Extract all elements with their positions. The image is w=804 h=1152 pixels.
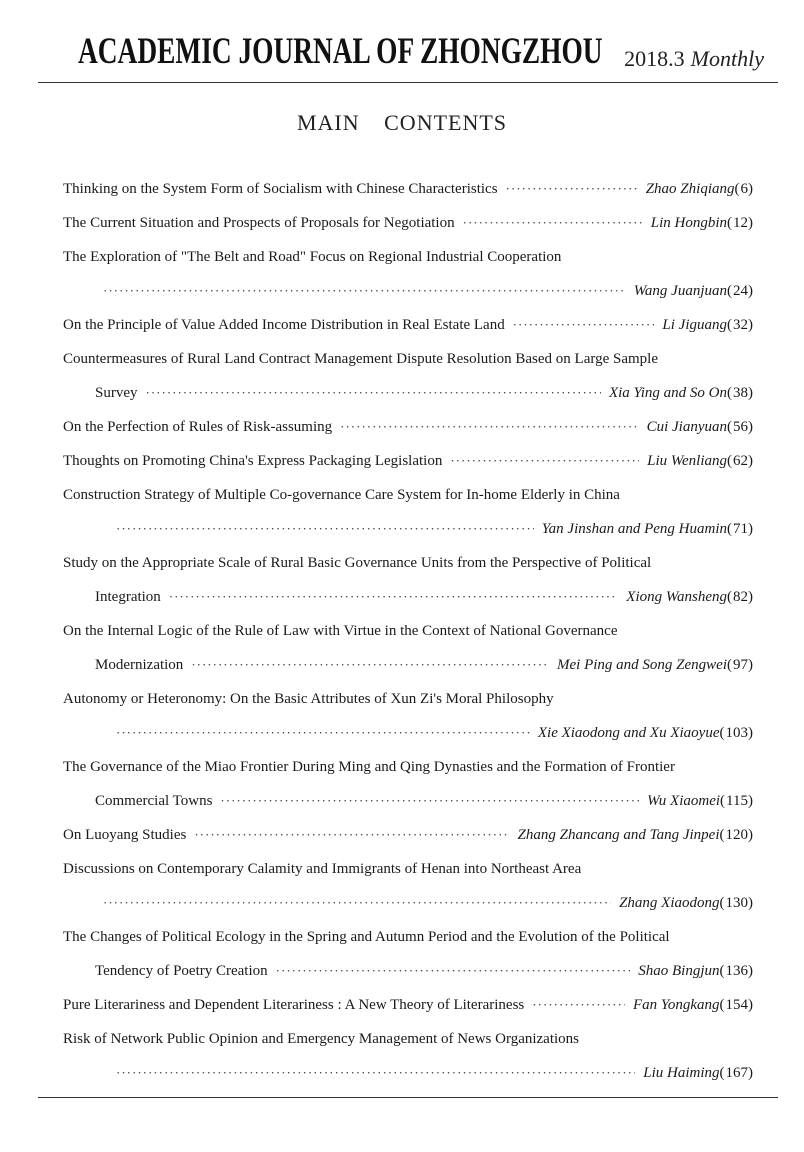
entry-title-continued: Survey — [95, 384, 138, 401]
toc-entry[interactable] — [63, 920, 753, 988]
page-close-paren: ) — [748, 656, 753, 673]
toc-entry[interactable] — [63, 1022, 753, 1090]
page-open-paren: ( — [719, 826, 725, 843]
entry-author: Lin Hongbin — [650, 214, 727, 231]
dot-leader — [116, 725, 530, 741]
entry-page-number: 62 — [733, 452, 748, 469]
entry-title: On the Internal Logic of the Rule of Law with Virtue in the Context of National Governance — [63, 622, 618, 639]
page-open-paren: ( — [727, 452, 732, 469]
dot-leader — [169, 589, 618, 605]
toc-entry[interactable] — [63, 818, 753, 852]
entry-author: Yan Jinshan and Peng Huamin — [541, 520, 727, 537]
page-close-paren: ) — [748, 1064, 753, 1081]
page-close-paren: ) — [748, 316, 753, 333]
entry-author: Mei Ping and Song Zengwei — [557, 656, 727, 673]
entry-title: Countermeasures of Rural Land Contract Management Dispute Resolution Based on Large Sample — [63, 350, 658, 367]
entry-title: On the Perfection of Rules of Risk-assuming — [63, 418, 333, 435]
entry-author: Zhang Xiaodong — [619, 894, 720, 911]
entry-title-continued: Modernization — [95, 656, 184, 673]
toc-entry[interactable] — [63, 988, 753, 1022]
entry-title: The Changes of Political Ecology in the Spring and Autumn Period and the Evolution of the Political — [63, 928, 670, 945]
toc-line — [63, 240, 753, 274]
entry-page-number: 97 — [733, 656, 748, 673]
entry-author: Liu Wenliang — [647, 452, 727, 469]
page-close-paren: ) — [748, 588, 753, 605]
entry-page-number: 71 — [733, 520, 748, 537]
entry-title: On Luoyang Studies — [63, 826, 187, 843]
entry-title: Pure Literariness and Dependent Literariness : A New Theory of Literariness — [63, 996, 525, 1013]
toc-line-continued — [63, 376, 753, 410]
dot-leader — [146, 385, 601, 401]
entry-page-number: 56 — [733, 418, 748, 435]
issue-info — [624, 46, 764, 72]
entry-page-number: 103 — [725, 724, 748, 741]
page-close-paren: ) — [748, 962, 753, 979]
toc-line — [63, 920, 753, 954]
toc-line — [63, 308, 753, 342]
toc-entry[interactable] — [63, 852, 753, 920]
toc-line-continued — [63, 648, 753, 682]
dot-leader — [220, 793, 639, 809]
entry-page-number: 120 — [725, 826, 748, 843]
page-open-paren: ( — [719, 962, 725, 979]
entry-title: The Governance of the Miao Frontier During Ming and Qing Dynasties and the Formation of Frontier — [63, 758, 675, 775]
dot-leader — [191, 657, 549, 673]
entry-title: Thoughts on Promoting China's Express Packaging Legislation — [63, 452, 443, 469]
entry-title-continued: Tendency of Poetry Creation — [95, 962, 268, 979]
table-of-contents — [63, 172, 753, 1090]
toc-line — [63, 1022, 753, 1056]
entry-title: The Exploration of "The Belt and Road" Focus on Regional Industrial Cooperation — [63, 248, 562, 265]
toc-entry[interactable] — [63, 682, 753, 750]
dot-leader — [103, 283, 626, 299]
page-open-paren: ( — [720, 792, 726, 809]
toc-line-continued — [63, 784, 753, 818]
page-close-paren: ) — [748, 214, 753, 231]
page-open-paren: ( — [727, 214, 732, 231]
toc-entry[interactable] — [63, 240, 753, 308]
dot-leader — [340, 419, 638, 435]
entry-author: Xia Ying and So On — [608, 384, 727, 401]
dot-leader — [194, 827, 509, 843]
toc-line — [63, 614, 753, 648]
journal-title: ACADEMIC JOURNAL OF ZHONGZHOU — [78, 31, 603, 72]
page-open-paren: ( — [727, 656, 732, 673]
page-close-paren: ) — [748, 826, 753, 843]
page-open-paren: ( — [727, 520, 732, 537]
page-open-paren: ( — [727, 282, 732, 299]
footer-rule — [38, 1097, 778, 1098]
entry-title-continued: Commercial Towns — [95, 792, 213, 809]
entry-author: Fan Yongkang — [632, 996, 720, 1013]
entry-author: Shao Bingjun — [638, 962, 720, 979]
page-open-paren: ( — [734, 180, 740, 197]
dot-leader — [532, 997, 625, 1013]
entry-page-number: 38 — [733, 384, 748, 401]
toc-line-continued — [63, 580, 753, 614]
toc-line-continued — [63, 954, 753, 988]
entry-page-number: 12 — [733, 214, 748, 231]
entry-title: Autonomy or Heteronomy: On the Basic Attributes of Xun Zi's Moral Philosophy — [63, 690, 554, 707]
entry-author: Liu Haiming — [643, 1064, 720, 1081]
page-open-paren: ( — [719, 1064, 725, 1081]
entry-page-number: 24 — [733, 282, 748, 299]
toc-entry[interactable] — [63, 478, 753, 546]
entry-author: Cui Jianyuan — [646, 418, 727, 435]
toc-line — [63, 478, 753, 512]
issue-number: 2018.3 — [624, 46, 685, 71]
dot-leader — [103, 895, 611, 911]
page-close-paren: ) — [748, 996, 753, 1013]
dot-leader — [513, 317, 655, 333]
entry-author: Xie Xiaodong and Xu Xiaoyue — [537, 724, 720, 741]
entry-author: Wang Juanjuan — [633, 282, 727, 299]
page-close-paren: ) — [748, 724, 753, 741]
entry-page-number: 6 — [740, 180, 748, 197]
toc-entry[interactable] — [63, 410, 753, 444]
toc-line — [63, 852, 753, 886]
issue-frequency: Monthly — [690, 46, 764, 71]
entry-author: Li Jiguang — [662, 316, 727, 333]
toc-line — [63, 546, 753, 580]
page-open-paren: ( — [727, 316, 732, 333]
toc-line — [63, 682, 753, 716]
entry-title: Discussions on Contemporary Calamity and Immigrants of Henan into Northeast Area — [63, 860, 582, 877]
toc-line-continued — [63, 886, 753, 920]
page-open-paren: ( — [719, 724, 725, 741]
entry-title: Thinking on the System Form of Socialism with Chinese Characteristics — [63, 180, 498, 197]
toc-line — [63, 444, 753, 478]
toc-line — [63, 342, 753, 376]
toc-entry[interactable] — [63, 614, 753, 682]
dot-leader — [450, 453, 639, 469]
entry-title: Construction Strategy of Multiple Co-governance Care System for In-home Elderly in China — [63, 486, 620, 503]
page-close-paren: ) — [748, 894, 753, 911]
entry-title-continued: Integration — [95, 588, 161, 605]
entry-page-number: 154 — [725, 996, 748, 1013]
toc-line-continued — [63, 1056, 753, 1090]
toc-line — [63, 750, 753, 784]
toc-entry[interactable] — [63, 444, 753, 478]
entry-page-number: 136 — [725, 962, 748, 979]
dot-leader — [506, 181, 638, 197]
contents-heading: MAIN CONTENTS — [296, 110, 508, 135]
entry-author: Xiong Wansheng — [626, 588, 727, 605]
page-close-paren: ) — [748, 520, 753, 537]
page-open-paren: ( — [727, 588, 732, 605]
entry-page-number: 167 — [725, 1064, 748, 1081]
toc-line — [63, 988, 753, 1022]
header-rule — [38, 82, 778, 83]
page-close-paren: ) — [748, 384, 753, 401]
toc-entry[interactable] — [63, 342, 753, 410]
toc-entry[interactable] — [63, 308, 753, 342]
toc-entry[interactable] — [63, 546, 753, 614]
page-close-paren: ) — [748, 418, 753, 435]
page-close-paren: ) — [748, 452, 753, 469]
entry-page-number: 130 — [725, 894, 748, 911]
entry-title: Study on the Appropriate Scale of Rural Basic Governance Units from the Perspective of Political — [63, 554, 652, 571]
entry-title: The Current Situation and Prospects of Proposals for Negotiation — [63, 214, 455, 231]
toc-line — [63, 172, 753, 206]
entry-page-number: 115 — [726, 792, 748, 809]
entry-author: Wu Xiaomei — [647, 792, 721, 809]
entry-title: Risk of Network Public Opinion and Emergency Management of News Organizations — [63, 1030, 580, 1047]
page-open-paren: ( — [727, 384, 732, 401]
toc-entry[interactable] — [63, 206, 753, 240]
entry-author: Zhao Zhiqiang — [645, 180, 735, 197]
page-open-paren: ( — [727, 418, 732, 435]
page-close-paren: ) — [748, 282, 753, 299]
dot-leader — [116, 521, 534, 537]
dot-leader — [276, 963, 631, 979]
page-open-paren: ( — [719, 894, 725, 911]
toc-line-continued — [63, 716, 753, 750]
page-close-paren: ) — [748, 180, 753, 197]
toc-entry[interactable] — [63, 750, 753, 818]
toc-line — [63, 410, 753, 444]
entry-page-number: 82 — [733, 588, 748, 605]
toc-line — [63, 206, 753, 240]
toc-line — [63, 818, 753, 852]
toc-line-continued — [63, 274, 753, 308]
page-close-paren: ) — [748, 792, 753, 809]
entry-title: On the Principle of Value Added Income Distribution in Real Estate Land — [63, 316, 505, 333]
page-open-paren: ( — [719, 996, 725, 1013]
dot-leader — [463, 215, 643, 231]
dot-leader — [116, 1065, 635, 1081]
toc-line-continued — [63, 512, 753, 546]
entry-page-number: 32 — [733, 316, 748, 333]
toc-entry[interactable] — [63, 172, 753, 206]
entry-author: Zhang Zhancang and Tang Jinpei — [517, 826, 720, 843]
